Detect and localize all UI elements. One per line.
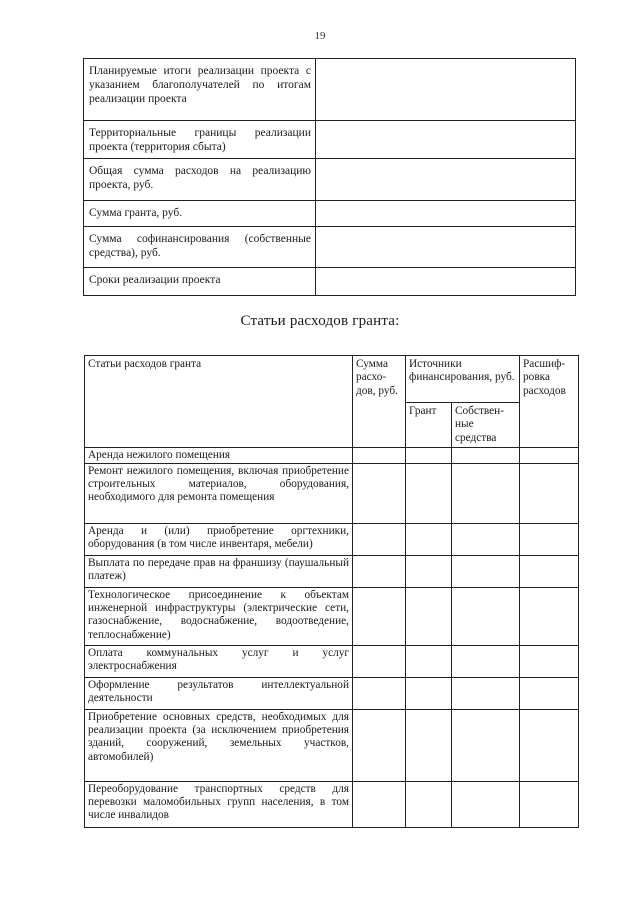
expense-item-label: Приобретение основных средств, необходимых для реализации проекта (за исключением приобретения зданий, сооружений, земельных участков, автомобилей) [85, 709, 353, 781]
project-summary-table [83, 58, 576, 296]
expense-row [85, 523, 579, 555]
expense-sum-cell [353, 781, 406, 827]
expense-breakdown-cell [520, 709, 579, 781]
summary-label-total-cost: Общая сумма расходов на реализацию проекта, руб. [84, 159, 316, 201]
summary-value-timeline [316, 268, 576, 296]
expense-breakdown-cell [520, 448, 579, 463]
expense-row [85, 587, 579, 645]
expense-breakdown-cell [520, 523, 579, 555]
expense-own-funds-cell [452, 523, 520, 555]
summary-value-results [316, 59, 576, 121]
expense-sum-cell [353, 523, 406, 555]
expense-item-label: Переоборудование транспортных средств для перевозки маломобильных групп населения, в том числе инвалидов [85, 781, 353, 827]
expense-item-label: Аренда нежилого помещения [85, 448, 353, 463]
expense-grant-cell [406, 587, 452, 645]
header-grant: Грант [406, 403, 452, 448]
header-expense-item: Статьи расходов гранта [85, 356, 353, 448]
expense-grant-cell [406, 709, 452, 781]
expense-own-funds-cell [452, 463, 520, 523]
expense-own-funds-cell [452, 709, 520, 781]
header-expense-breakdown: Расшиф-ровка расходов [520, 356, 579, 448]
expense-breakdown-cell [520, 645, 579, 677]
expense-item-label: Аренда и (или) приобретение оргтехники, оборудования (в том числе инвентаря, мебели) [85, 523, 353, 555]
page-number: 19 [314, 30, 326, 42]
expense-row [85, 448, 579, 463]
expense-grant-cell [406, 781, 452, 827]
expense-own-funds-cell [452, 781, 520, 827]
expense-sum-cell [353, 645, 406, 677]
expense-grant-cell [406, 645, 452, 677]
summary-value-total-cost [316, 159, 576, 201]
expense-breakdown-cell [520, 781, 579, 827]
expense-grant-cell [406, 448, 452, 463]
expense-own-funds-cell [452, 448, 520, 463]
header-expense-sum: Сумма расхо-дов, руб. [353, 356, 406, 448]
expense-grant-cell [406, 677, 452, 709]
expense-breakdown-cell [520, 463, 579, 523]
header-funding-sources: Источники финансирования, руб. [406, 356, 520, 403]
summary-label-grant-sum: Сумма гранта, руб. [84, 201, 316, 227]
expense-own-funds-cell [452, 555, 520, 587]
expense-own-funds-cell [452, 677, 520, 709]
expense-row [85, 781, 579, 827]
expense-sum-cell [353, 677, 406, 709]
expense-item-label: Оплата коммунальных услуг и услуг электроснабжения [85, 645, 353, 677]
expense-breakdown-cell [520, 555, 579, 587]
expense-item-label: Оформление результатов интеллектуальной деятельности [85, 677, 353, 709]
expense-item-label: Ремонт нежилого помещения, включая приобретение строительных материалов, оборудования, необходимого для ремонта помещения [85, 463, 353, 523]
expense-sum-cell [353, 709, 406, 781]
expense-row [85, 463, 579, 523]
summary-row-results [84, 59, 576, 121]
summary-value-grant-sum [316, 201, 576, 227]
grant-expense-table [84, 355, 579, 828]
expense-sum-cell [353, 587, 406, 645]
summary-row-cofinancing [84, 227, 576, 268]
expense-grant-cell [406, 555, 452, 587]
summary-label-cofinancing: Сумма софинансирования (собственные средства), руб. [84, 227, 316, 268]
summary-row-total-cost [84, 159, 576, 201]
summary-row-territory [84, 121, 576, 159]
expense-row [85, 555, 579, 587]
expense-item-label: Технологическое присоединение к объектам инженерной инфраструктуры (электрические сети, газоснабжение, водоснабжение, водоотведение, теплоснабжение) [85, 587, 353, 645]
summary-label-territory: Территориальные границы реализации проекта (территория сбыта) [84, 121, 316, 159]
expense-row [85, 645, 579, 677]
expense-row [85, 677, 579, 709]
expense-sum-cell [353, 555, 406, 587]
expense-sum-cell [353, 448, 406, 463]
expense-own-funds-cell [452, 587, 520, 645]
expense-grant-cell [406, 523, 452, 555]
summary-value-territory [316, 121, 576, 159]
header-own-funds: Собствен-ные средства [452, 403, 520, 448]
expense-own-funds-cell [452, 645, 520, 677]
summary-value-cofinancing [316, 227, 576, 268]
expense-breakdown-cell [520, 677, 579, 709]
expense-breakdown-cell [520, 587, 579, 645]
summary-label-results: Планируемые итоги реализации проекта с указанием благополучателей по итогам реализации проекта [84, 59, 316, 121]
section-title: Статьи расходов гранта: [240, 313, 400, 329]
summary-label-timeline: Сроки реализации проекта [84, 268, 316, 296]
expense-header-row [85, 356, 579, 403]
expense-sum-cell [353, 463, 406, 523]
summary-row-timeline [84, 268, 576, 296]
expense-row [85, 709, 579, 781]
summary-row-grant-sum [84, 201, 576, 227]
expense-grant-cell [406, 463, 452, 523]
expense-item-label: Выплата по передаче прав на франшизу (паушальный платеж) [85, 555, 353, 587]
